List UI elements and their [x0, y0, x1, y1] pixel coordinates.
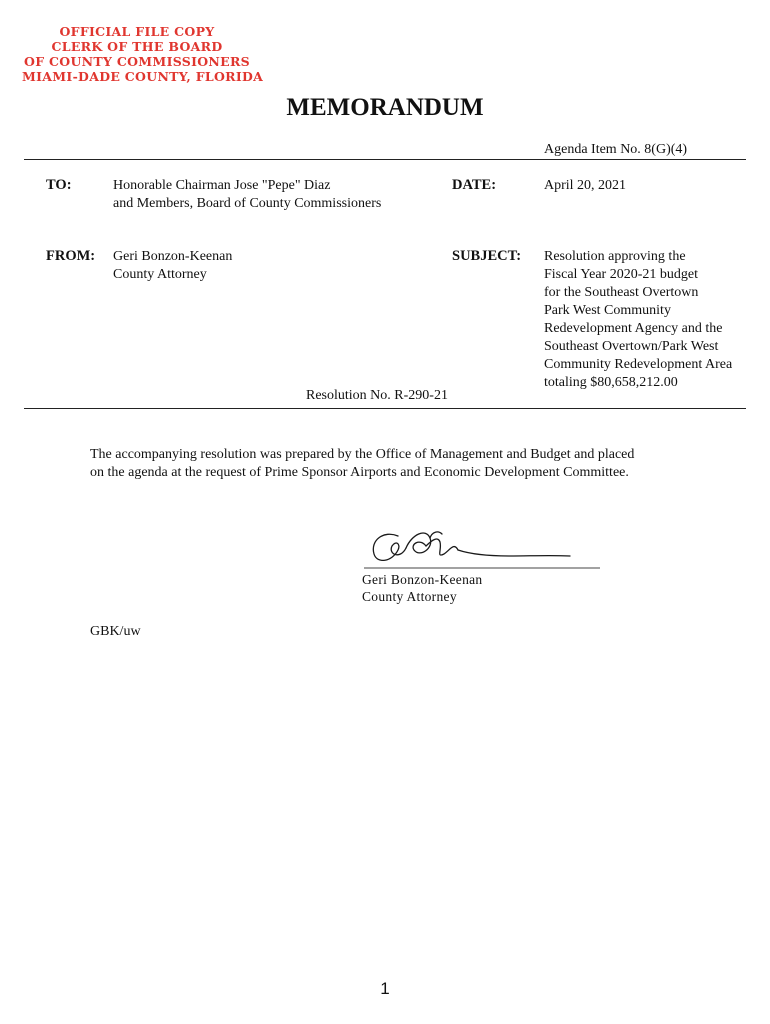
- subject-line-6: Southeast Overtown/Park West: [544, 339, 719, 354]
- body-paragraph: [90, 446, 634, 482]
- page-number: 1: [380, 979, 390, 998]
- subject-line-8: totaling $80,658,212.00: [544, 375, 678, 390]
- subject-text: [544, 248, 732, 392]
- from-line-1: Geri Bonzon-Keenan: [113, 249, 233, 264]
- resolution-number: Resolution No. R-290-21: [306, 388, 448, 403]
- to-label: TO:: [46, 177, 72, 193]
- subject-line-4: Park West Community: [544, 303, 671, 318]
- stamp-line-2: CLERK OF THE BOARD: [51, 39, 223, 54]
- date-value: April 20, 2021: [544, 178, 627, 193]
- signer-title: County Attorney: [362, 589, 457, 604]
- to-line-1: Honorable Chairman Jose "Pepe" Diaz: [113, 178, 331, 193]
- handwritten-signature: [360, 522, 610, 572]
- signer-name: Geri Bonzon-Keenan: [362, 572, 483, 587]
- from-sender: [113, 248, 232, 284]
- from-line-2: County Attorney: [113, 267, 207, 282]
- subject-line-5: Redevelopment Agency and the: [544, 321, 723, 336]
- stamp-line-3: OF COUNTY COMMISSIONERS: [24, 54, 250, 69]
- subject-line-2: Fiscal Year 2020-21 budget: [544, 267, 698, 282]
- header-bottom-divider: [24, 408, 746, 409]
- subject-line-7: Community Redevelopment Area: [544, 357, 733, 372]
- to-recipients: [113, 177, 381, 213]
- to-line-2: and Members, Board of County Commissioners: [113, 196, 382, 211]
- stamp-line-1: OFFICIAL FILE COPY: [59, 24, 215, 39]
- official-file-copy-stamp: [22, 24, 264, 84]
- body-line-1: The accompanying resolution was prepared by the Office of Management and Budget and placed: [90, 447, 635, 462]
- subject-line-3: for the Southeast Overtown: [544, 285, 699, 300]
- agenda-item-number: Agenda Item No. 8(G)(4): [544, 142, 688, 157]
- body-line-2: on the agenda at the request of Prime Sponsor Airports and Economic Development Committee.: [90, 465, 629, 480]
- from-label: FROM:: [46, 248, 96, 264]
- memo-title: MEMORANDUM: [286, 94, 484, 121]
- typist-initials: GBK/uw: [90, 624, 141, 639]
- date-label: DATE:: [452, 177, 497, 193]
- signature-block: [362, 571, 482, 605]
- stamp-line-4: MIAMI-DADE COUNTY, FLORIDA: [22, 69, 264, 84]
- subject-line-1: Resolution approving the: [544, 249, 686, 264]
- subject-label: SUBJECT:: [452, 248, 522, 264]
- header-top-divider: [24, 159, 746, 160]
